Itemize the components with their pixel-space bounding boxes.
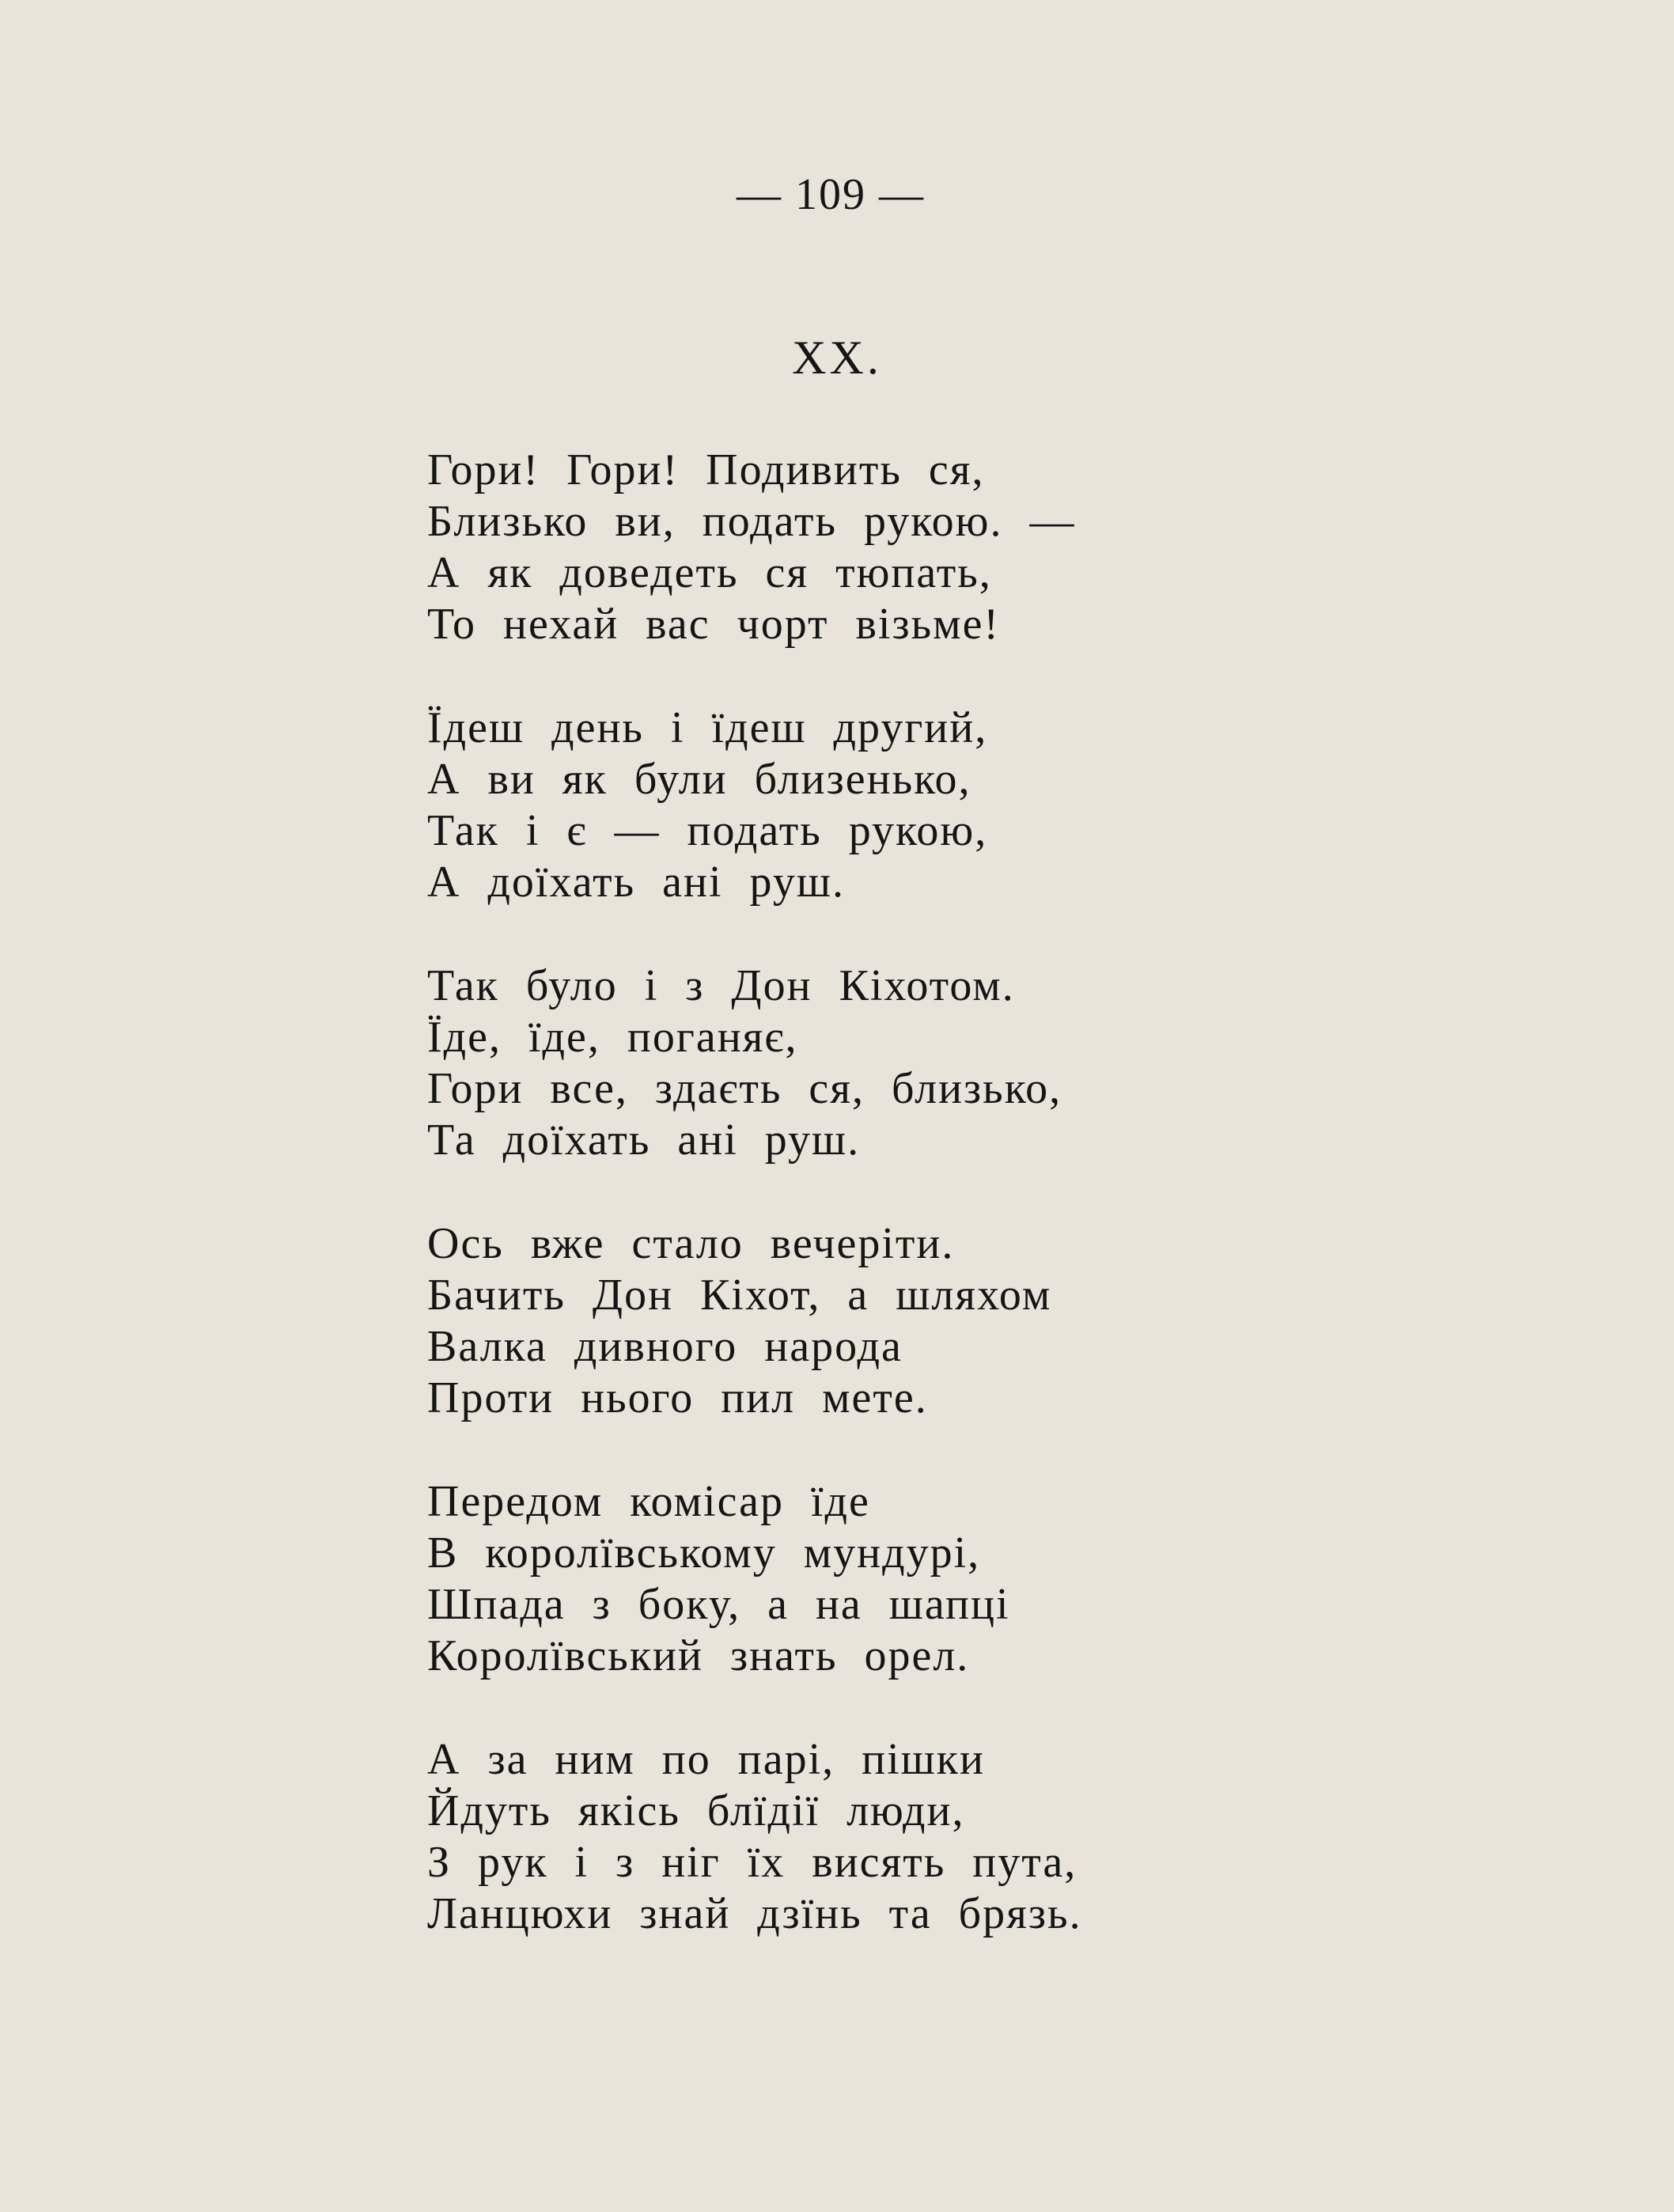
poem-line: Ланцюхи знай дзїнь та брязь.	[427, 1889, 1082, 1938]
poem-line: А як доведеть ся тюпать,	[427, 548, 992, 597]
poem-line: З рук і з ніг їх висять пута,	[427, 1838, 1077, 1887]
poem-line: Передом комісар їде	[427, 1477, 870, 1526]
poem-line: Проти нього пил мете.	[427, 1373, 928, 1422]
poem-line: Шпада з боку, а на шапці	[427, 1580, 1010, 1629]
stanza-2	[427, 703, 1646, 908]
poem-line: То нехай вас чорт візьме!	[427, 600, 1001, 649]
poem-line: Валка дивного народа	[427, 1322, 903, 1371]
poem-line: Ось вже стало вечеріти.	[427, 1219, 955, 1268]
poem-line: Гори! Гори! Подивить ся,	[427, 445, 985, 494]
poem-line: Так і є — подать рукою,	[427, 806, 988, 855]
stanza-5	[427, 1476, 1646, 1682]
stanza-1	[427, 445, 1646, 650]
chapter-heading: XX.	[792, 331, 882, 384]
poem-line: Близько ви, подать рукою. —	[427, 497, 1076, 546]
poem-line: Та доїхать ані руш.	[427, 1115, 861, 1165]
poem-line: А за ним по парі, пішки	[427, 1735, 985, 1784]
poem-line: Так було і з Дон Кіхотом.	[427, 961, 1015, 1010]
poem-line: Королївський знать орел.	[427, 1631, 970, 1680]
poem-line: А доїхать ані руш.	[427, 858, 845, 907]
stanza-4	[427, 1218, 1646, 1424]
poem-line: Гори все, здаєть ся, близько,	[427, 1064, 1062, 1113]
poem	[427, 445, 1646, 1992]
poem-line: А ви як були близенько,	[427, 755, 971, 804]
poem-line: Бачить Дон Кіхот, а шляхом	[427, 1271, 1052, 1320]
poem-line: Їдеш день і їдеш другий,	[427, 703, 988, 752]
poem-line: Їде, їде, поганяє,	[427, 1013, 798, 1062]
stanza-6	[427, 1734, 1646, 1940]
stanza-3	[427, 960, 1646, 1166]
page-number: — 109 —	[737, 170, 925, 219]
poem-line: В королївському мундурі,	[427, 1528, 981, 1578]
poem-line: Йдуть якісь блїдії люди,	[427, 1786, 965, 1835]
